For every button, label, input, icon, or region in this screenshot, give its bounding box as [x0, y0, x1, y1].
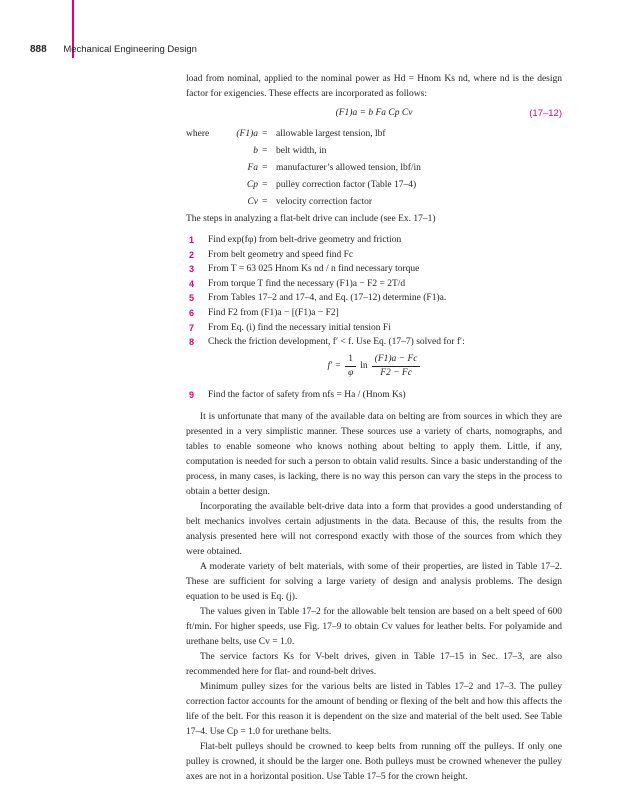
- step-text: From T = 63 025 Hnom Ks nd / n find necessary torque: [208, 264, 420, 275]
- equation-17-12: [186, 106, 562, 125]
- equation-number: (17–12): [529, 108, 562, 119]
- step-item: [186, 248, 562, 263]
- page-body: [186, 72, 562, 785]
- equals-sign: =: [262, 197, 268, 207]
- paragraph: Minimum pulley sizes for the various belts are listed in Tables 17–2 and 17–3. The pulley correction factor accounts for the amount of bending or flexing of the belt and how this affects the life of the belt. For this reason it is dependent on the size and material of the belt used. See Table 17–4. Use Cp = 1.0 for urethane belts.: [186, 682, 562, 738]
- where-description: manufacturer’s allowed tension, lbf/in: [276, 163, 421, 173]
- formula-lhs: f′ =: [327, 360, 342, 371]
- step-text: Check the friction development, f′ < f. Use Eq. (17–7) solved for f′:: [208, 337, 465, 348]
- where-row: [186, 161, 562, 178]
- steps-intro: The steps in analyzing a flat-belt drive can include (see Ex. 17–1): [186, 214, 436, 224]
- step-item: [186, 262, 562, 277]
- where-symbol: Cp: [246, 180, 258, 190]
- step-list: [186, 233, 562, 350]
- paragraph: The values given in Table 17–2 for the allowable belt tension are based on a belt speed of 600 ft/min. For higher speeds, use Fig. 17–9 to obtain Cv values for leather belts. For polyamide and urethane belts, use Cv = 1.0.: [186, 607, 562, 648]
- step-text: From torque T find the necessary (F1)a − F2 = 2T/d: [208, 278, 406, 289]
- paragraph: Flat-belt pulleys should be crowned to keep belts from running off the pulleys. If only one pulley is crowned, it should be the larger one. Both pulleys must be crowned whenever the pulley axes are not in a horizontal position. Use Table 17–5 for the crown height.: [186, 742, 562, 783]
- step-text: From Tables 17–2 and 17–4, and Eq. (17–12) determine (F1)a.: [208, 293, 447, 304]
- where-symbol: b: [253, 146, 258, 156]
- step-item: [186, 388, 562, 403]
- step-number: 1: [188, 235, 194, 245]
- step-number: 7: [188, 322, 194, 333]
- equals-sign: =: [262, 129, 268, 139]
- where-row: [186, 144, 562, 161]
- fraction-numerator: (F1)a − Fc: [372, 353, 421, 367]
- body-paragraphs: [186, 410, 562, 785]
- step-item: [186, 306, 562, 321]
- step-number: 6: [188, 307, 194, 318]
- where-symbol: (F1)a: [236, 129, 258, 139]
- paragraph: It is unfortunate that many of the available data on belting are from sources in which they are presented in a very simplistic manner. These sources use a variety of charts, nomographs, and tables to enable someone who knows nothing about belting to apply them. Little, if any, computation is needed for such a person to obtain valid results. Since a basic understanding of the process, in many cases, is lacking, there is no way this person can vary the steps in the process to obtain a better design.: [186, 412, 562, 498]
- fraction-denominator: F2 − Fc: [380, 367, 412, 378]
- step-item: [186, 291, 562, 306]
- paragraph: The service factors Ks for V-belt drives, given in Table 17–15 in Sec. 17–3, are also recommended here for flat- and round-belt drives.: [186, 652, 562, 678]
- step-number: 4: [188, 278, 194, 289]
- where-description: allowable largest tension, lbf: [276, 129, 386, 139]
- page-number: 888: [30, 44, 47, 55]
- where-list: [186, 127, 562, 212]
- step-number: 2: [188, 249, 194, 260]
- step-item: [186, 321, 562, 336]
- book-title: Mechanical Engineering Design: [63, 44, 197, 55]
- step-item: [186, 233, 562, 248]
- ln-operator: ln: [360, 360, 368, 371]
- equals-sign: =: [262, 163, 268, 173]
- where-label: where: [186, 129, 210, 139]
- tension-fraction: [372, 353, 421, 380]
- coefficient-fraction: [345, 353, 356, 380]
- equation-expression: (F1)a = b Fa Cp Cv: [335, 108, 413, 118]
- equals-sign: =: [262, 180, 268, 190]
- step-text: Find exp(fφ) from belt-drive geometry and friction: [208, 235, 402, 245]
- where-symbol: Cv: [247, 197, 258, 207]
- paragraph: A moderate variety of belt materials, with some of their properties, are listed in Table 17–2. These are sufficient for solving a large variety of design and analysis problems. The design equation to be used is Eq. (j).: [186, 562, 562, 603]
- equals-sign: =: [262, 146, 268, 156]
- intro-paragraph: load from nominal, applied to the nominal power as Hd = Hnom Ks nd, where nd is the design factor for exigencies. These effects are incorporated as follows:: [186, 74, 562, 99]
- step-item: [186, 277, 562, 292]
- step-number: 9: [188, 389, 194, 400]
- fraction-denominator: φ: [348, 367, 354, 378]
- paragraph: Incorporating the available belt-drive data into a form that provides a good understanding of belt mechanics involves certain adjustments in the data. Because of this, the results from the analysis presented here will not correspond exactly with those of the sources from which they were obtained.: [186, 502, 562, 558]
- step-number: 5: [188, 293, 194, 304]
- step-item: [186, 335, 562, 350]
- where-row: [186, 195, 562, 212]
- running-header: [30, 44, 197, 55]
- where-description: pulley correction factor (Table 17–4): [276, 180, 417, 190]
- where-description: velocity correction factor: [276, 197, 373, 207]
- step-text: From belt geometry and speed find Fc: [208, 249, 354, 260]
- step-number: 8: [188, 337, 194, 348]
- where-row: [186, 178, 562, 195]
- step-text: Find the factor of safety from nfs = Ha / (Hnom Ks): [208, 389, 406, 400]
- step-text: Find F2 from (F1)a − [(F1)a − F2]: [208, 307, 339, 318]
- step-text: From Eq. (i) find the necessary initial tension Fi: [208, 322, 391, 333]
- where-row: [186, 127, 562, 144]
- where-symbol: Fa: [247, 163, 258, 173]
- step-number: 3: [188, 264, 194, 275]
- friction-formula: [186, 350, 562, 388]
- fraction-numerator: 1: [345, 353, 356, 367]
- where-description: belt width, in: [276, 146, 327, 156]
